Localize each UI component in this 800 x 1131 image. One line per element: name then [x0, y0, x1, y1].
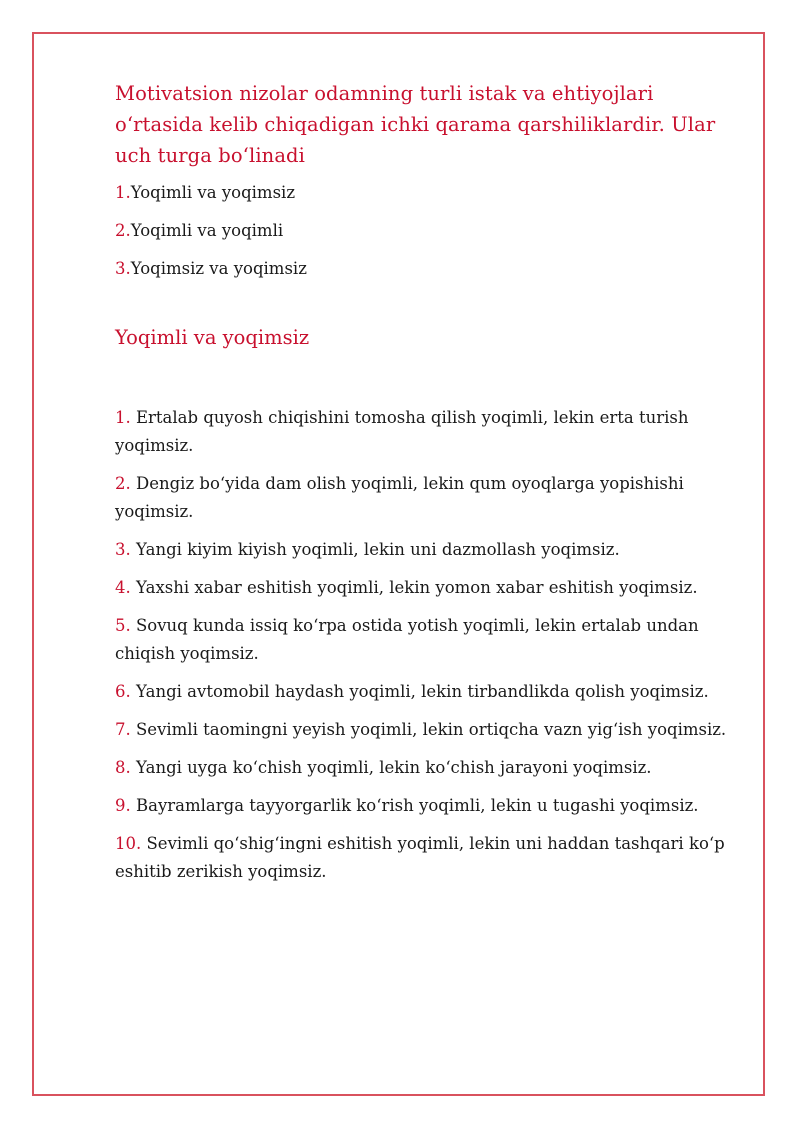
list-text: Yoqimli va yoqimsiz	[130, 183, 296, 202]
examples-list	[115, 404, 745, 886]
example-item	[115, 470, 745, 526]
section-heading: Yoqimli va yoqimsiz	[115, 326, 310, 349]
conflict-type-item	[115, 181, 745, 205]
example-item	[115, 536, 745, 564]
list-text: Yangi avtomobil haydash yoqimli, lekin tirbandlikda qolish yoqimsiz.	[130, 682, 709, 701]
example-item	[115, 830, 745, 886]
list-number: 1.	[115, 183, 131, 202]
document-content	[115, 78, 745, 896]
example-item	[115, 574, 745, 602]
list-text: Yangi uyga ko‘chish yoqimli, lekin ko‘chish jarayoni yoqimsiz.	[130, 758, 652, 777]
conflict-type-item	[115, 219, 745, 243]
list-number: 2.	[115, 474, 131, 493]
list-number: 6.	[115, 682, 131, 701]
example-item	[115, 612, 745, 668]
list-number: 8.	[115, 758, 131, 777]
conflict-type-item	[115, 257, 745, 281]
list-number: 5.	[115, 616, 131, 635]
list-text: Yoqimli va yoqimli	[130, 221, 284, 240]
list-number: 10.	[115, 834, 142, 853]
example-item	[115, 678, 745, 706]
conflict-types-list	[115, 181, 745, 281]
example-item	[115, 716, 745, 744]
list-text: Dengiz bo‘yida dam olish yoqimli, lekin qum oyoqlarga yopishishi yoqimsiz.	[115, 474, 684, 521]
list-number: 7.	[115, 720, 131, 739]
list-text: Ertalab quyosh chiqishini tomosha qilish yoqimli, lekin erta turish yoqimsiz.	[115, 408, 689, 455]
list-text: Yaxshi xabar eshitish yoqimli, lekin yomon xabar eshitish yoqimsiz.	[130, 578, 698, 597]
list-number: 1.	[115, 408, 131, 427]
list-text: Yoqimsiz va yoqimsiz	[130, 259, 307, 278]
intro-paragraph: Motivatsion nizolar odamning turli istak va ehtiyojlari o‘rtasida kelib chiqadigan ichki qarama qarshiliklardir. Ular uch turga bo‘linadi	[115, 82, 716, 167]
list-text: Bayramlarga tayyorgarlik ko‘rish yoqimli, lekin u tugashi yoqimsiz.	[130, 796, 699, 815]
example-item	[115, 754, 745, 782]
example-item	[115, 404, 745, 460]
example-item	[115, 792, 745, 820]
list-number: 4.	[115, 578, 131, 597]
list-text: Sevimli taomingni yeyish yoqimli, lekin ortiqcha vazn yig‘ish yoqimsiz.	[130, 720, 727, 739]
list-text: Yangi kiyim kiyish yoqimli, lekin uni dazmollash yoqimsiz.	[130, 540, 620, 559]
list-number: 9.	[115, 796, 131, 815]
list-text: Sovuq kunda issiq ko‘rpa ostida yotish yoqimli, lekin ertalab undan chiqish yoqimsiz.	[115, 616, 699, 663]
list-number: 3.	[115, 259, 131, 278]
list-text: Sevimli qo‘shig‘ingni eshitish yoqimli, lekin uni haddan tashqari ko‘p eshitib zerikish yoqimsiz.	[115, 834, 725, 881]
list-number: 2.	[115, 221, 131, 240]
list-number: 3.	[115, 540, 131, 559]
